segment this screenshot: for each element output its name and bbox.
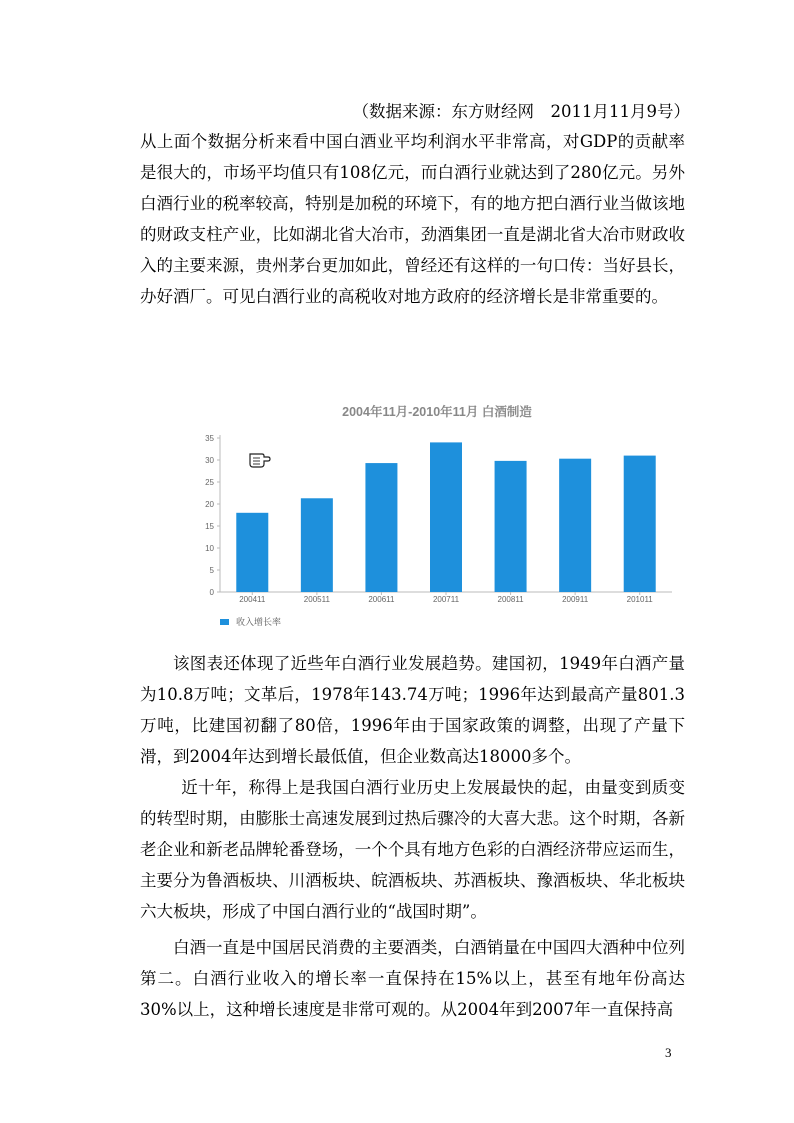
x-tick-label: 201011 — [626, 595, 653, 604]
y-tick-label: 0 — [209, 588, 214, 597]
legend-swatch — [220, 619, 229, 625]
x-tick-label: 200711 — [432, 595, 460, 604]
y-tick-label: 30 — [205, 456, 214, 465]
bar-200711 — [430, 442, 462, 592]
bar-200511 — [301, 498, 333, 592]
bar-200611 — [365, 463, 397, 592]
x-tick-label: 200511 — [303, 595, 330, 604]
legend-label: 收入增长率 — [236, 617, 282, 627]
x-tick-label: 200911 — [562, 595, 589, 604]
data-source-note: （数据来源：东方财经网 2011月11月9号） — [352, 102, 690, 121]
paragraph-2: 该图表还体现了近些年白酒行业发展趋势。建国初，1949年白酒产量为10.8万吨；文革后，1978年143.74万吨；1996年达到最高产量801.3万吨，比建国初翻了80倍，1996年由于国家政策的调整，出现了产量下滑，到2004年达到增长最低值，但企业数高达18000多个。 — [140, 654, 685, 766]
paragraph-3: 近十年，称得上是我国白酒行业历史上发展最快的起，由量变到质变的转型时期，由膨胀士高速发展到过热后骤冷的大喜大悲。这个时期，各新老企业和新老品牌轮番登场，一个个具有地方色彩的白酒经济带应运而生，主要分为鲁酒板块、川酒板块、皖酒板块、苏酒板块、豫酒板块、华北板块六大板块，形成了中国白酒行业的“战国时期”。 — [140, 778, 685, 921]
bar-chart — [192, 397, 682, 637]
y-tick-label: 5 — [209, 566, 214, 575]
y-tick-label: 35 — [205, 434, 214, 443]
page-number: 3 — [665, 1045, 672, 1060]
y-tick-label: 25 — [205, 478, 214, 487]
paragraph-1: 从上面个数据分析来看中国白酒业平均利润水平非常高，对GDP的贡献率是很大的，市场平均值只有108亿元，而白酒行业就达到了280亿元。另外白酒行业的税率较高，特别是加税的环境下，有的地方把白酒行业当做该地的财政支柱产业，比如湖北省大冶市，劲酒集团一直是湖北省大冶市财政收入的主要来源，贵州茅台更加如此，曾经还有这样的一句口传：当好县长，办好酒厂。可见白酒行业的高税收对地方政府的经济增长是非常重要的。 — [140, 132, 685, 306]
bar-200811 — [495, 461, 527, 592]
pointing-hand-icon — [250, 454, 270, 467]
y-tick-label: 20 — [205, 500, 214, 509]
x-tick-label: 200611 — [368, 595, 395, 604]
paragraph-4: 白酒一直是中国居民消费的主要酒类，白酒销量在中国四大酒种中位列第二。白酒行业收入的增长率一直保持在15%以上，甚至有地年份高达30%以上，这种增长速度是非常可观的。从2004年到2007年一直保持高 — [140, 938, 685, 1019]
y-tick-label: 10 — [205, 544, 214, 553]
x-tick-label: 200811 — [497, 595, 524, 604]
x-tick-label: 200411 — [239, 595, 266, 604]
bar-200411 — [236, 513, 268, 592]
bar-201011 — [624, 456, 656, 592]
chart-title: 2004年11月-2010年11月 白酒制造 — [342, 405, 532, 419]
y-tick-label: 15 — [205, 522, 214, 531]
bar-200911 — [559, 459, 591, 592]
